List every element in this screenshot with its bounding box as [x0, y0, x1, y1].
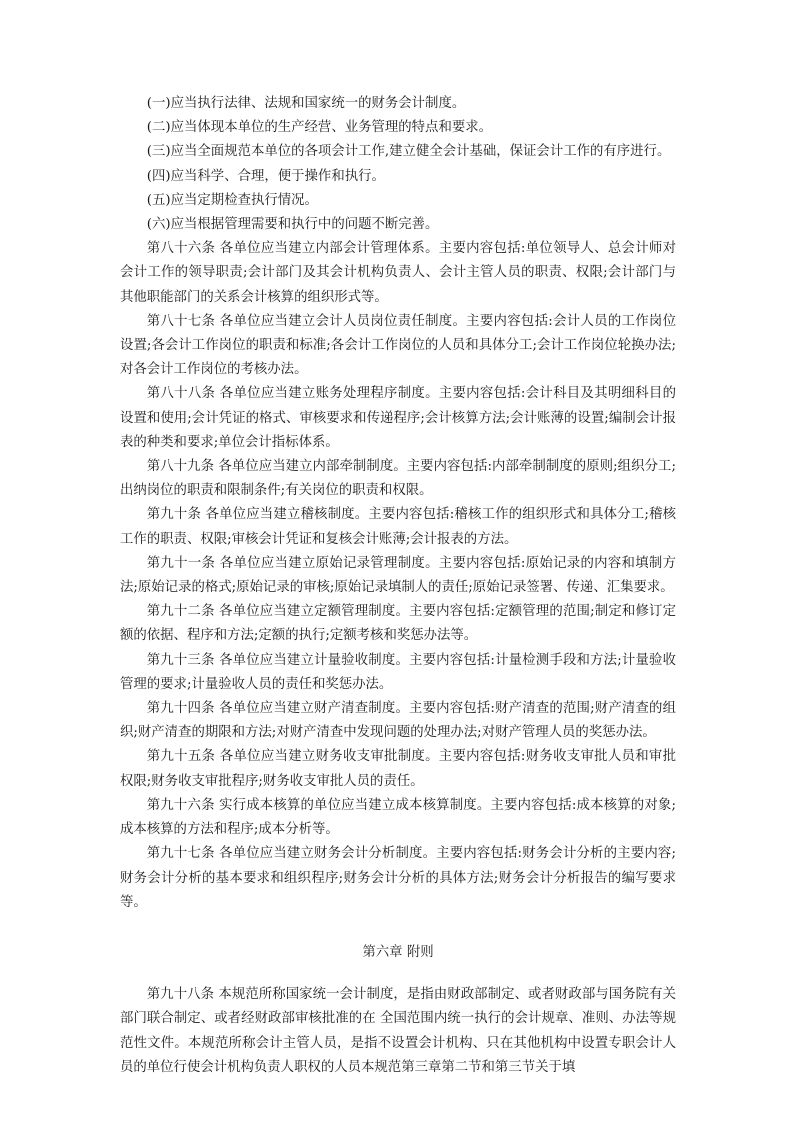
paragraph-item-3: (三)应当全面规范本单位的各项会计工作,建立健全会计基础，保证会计工作的有序进行。: [146, 144, 671, 160]
paragraph-item-2: (二)应当体现本单位的生产经营、业务管理的特点和要求。: [146, 120, 493, 136]
paragraph-item-5: (五)应当定期检查执行情况。: [146, 192, 318, 208]
paragraph-item-1: (一)应当执行法律、法规和国家统一的财务会计制度。: [146, 96, 466, 111]
article-92: 第九十二条 各单位应当建立定额管理制度。主要内容包括:定额管理的范围;制定和修订定额的依据、程序和方法;定额的执行;定额考核和奖惩办法等。: [120, 604, 676, 644]
article-89: 第八十九条 各单位应当建立内部牵制制度。主要内容包括:内部牵制制度的原则;组织分工;出纳岗位的职责和限制条件;有关岗位的职责和权限。: [120, 459, 676, 499]
document-page: [120, 92, 676, 1080]
chapter-title: 第六章 附则: [362, 944, 434, 960]
paragraph-item-4: (四)应当科学、合理，便于操作和执行。: [146, 168, 385, 184]
article-86: 第八十六条 各单位应当建立内部会计管理体系。主要内容包括:单位领导人、总会计师对会计工作的领导职责;会计部门及其会计机构负责人、会计主管人员的职责、权限;会计部门与其他职能部门的关系会计核算的组织形式等。: [120, 241, 676, 305]
paragraph-item-6: (六)应当根据管理需要和执行中的问题不断完善。: [146, 217, 439, 233]
article-87: 第八十七条 各单位应当建立会计人员岗位责任制度。主要内容包括:会计人员的工作岗位设置;各会计工作岗位的职责和标准;各会计工作岗位的人员和具体分工;会计工作岗位轮换办法;对各会计工作岗位的考核办法。: [120, 313, 676, 378]
article-88: 第八十八条 各单位应当建立账务处理程序制度。主要内容包括:会计科目及其明细科目的设置和使用;会计凭证的格式、审核要求和传递程序;会计核算方法;会计账薄的设置;编制会计报表的种类和要求;单位会计指标体系。: [120, 386, 676, 450]
article-97: 第九十七条 各单位应当建立财务会计分析制度。主要内容包括:财务会计分析的主要内容;财务会计分析的基本要求和组织程序;财务会计分析的具体方法;财务会计分析报告的编写要求等。: [120, 846, 676, 910]
article-98: 第九十八条 本规范所称国家统一会计制度，是指由财政部制定、或者财政部与国务院有关部门联合制定、或者经财政部审核批准的在 全国范围内统一执行的会计规章、准则、办法等规范性文件。本规范所称会计主管人员，是指不设置会计机构、只在其他机构中设置专职会计人员的单位行使会计机构负责人职权的人员本规范第三章第二节和第三节关于填: [120, 987, 676, 1075]
article-91: 第九十一条 各单位应当建立原始记录管理制度。主要内容包括:原始记录的内容和填制方法;原始记录的格式;原始记录的审核;原始记录填制人的责任;原始记录签署、传递、汇集要求。: [120, 555, 676, 596]
article-body: [120, 92, 676, 915]
article-93: 第九十三条 各单位应当建立计量验收制度。主要内容包括:计量检测手段和方法;计量验收管理的要求;计量验收人员的责任和奖惩办法。: [120, 652, 676, 692]
article-96: 第九十六条 实行成本核算的单位应当建立成本核算制度。主要内容包括:成本核算的对象;成本核算的方法和程序;成本分析等。: [120, 797, 676, 838]
article-90: 第九十条 各单位应当建立稽核制度。主要内容包括:稽核工作的组织形式和具体分工;稽核工作的职责、权限;审核会计凭证和复核会计账薄;会计报表的方法。: [120, 507, 676, 547]
article-94: 第九十四条 各单位应当建立财产清查制度。主要内容包括:财产清查的范围;财产清查的组织;财产清查的期限和方法;对财产清查中发现问题的处理办法;对财产管理人员的奖惩办法。: [120, 701, 676, 741]
article-95: 第九十五条 各单位应当建立财务收支审批制度。主要内容包括:财务收支审批人员和审批权限;财务收支审批程序;财务收支审批人员的责任。: [120, 749, 676, 789]
